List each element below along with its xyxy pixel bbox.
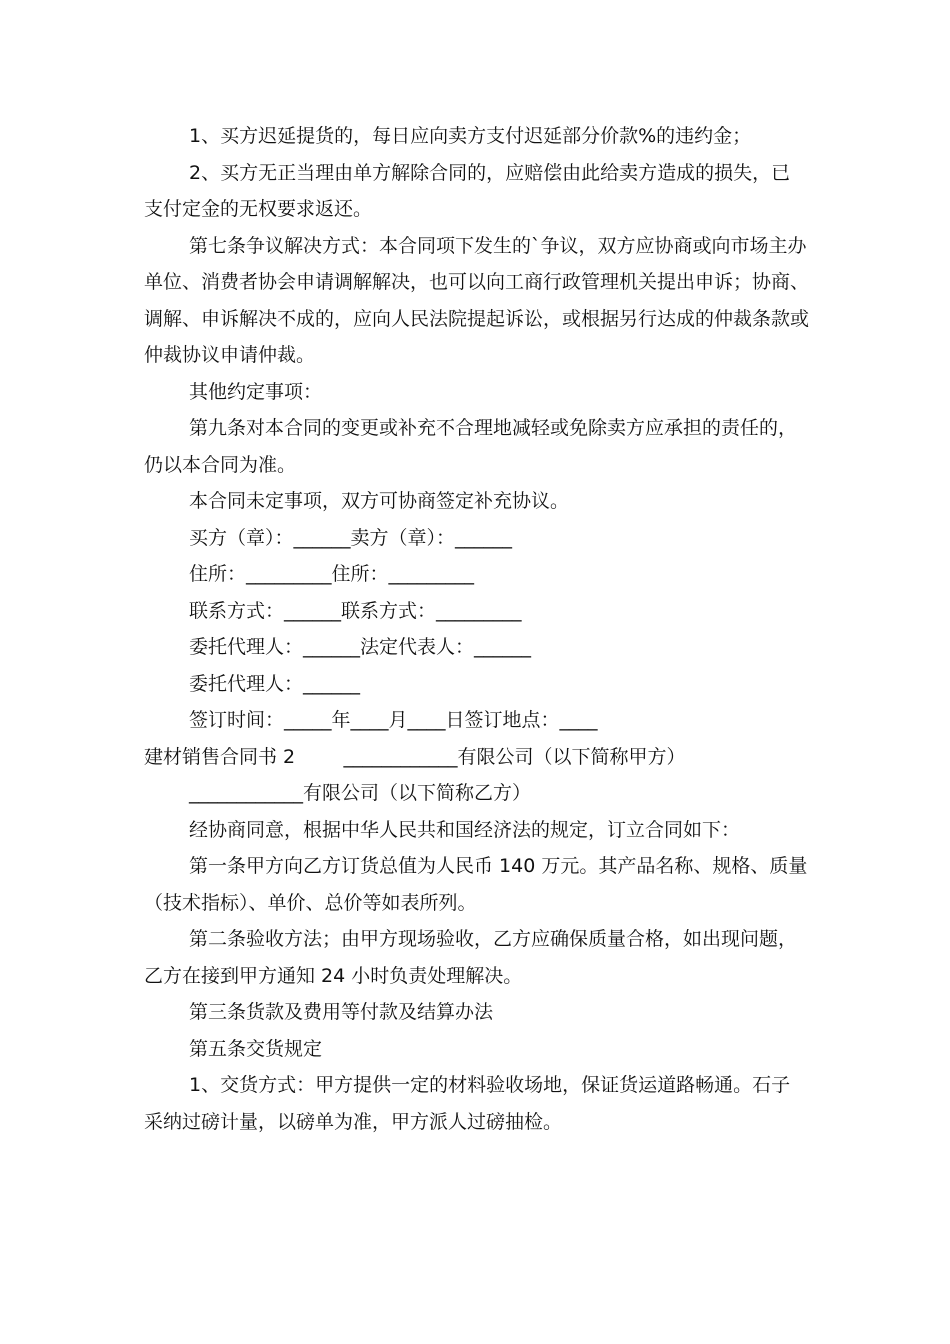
paragraph-unilateral-termination: 2、买方无正当理由单方解除合同的，应赔偿由此给卖方造成的损失，已支付定金的无权要求返还。 [144,161,791,220]
paragraph-article-7-dispute-resolution: 第七条争议解决方式：本合同项下发生的`争议，双方应协商或向市场主办单位、消费者协会申请调解解决，也可以向工商行政管理机关提出申诉；协商、调解、申诉解决不成的，应向人民法院提起诉讼，或根据另行达成的仲裁条款或仲裁协议申请仲裁。 [144,234,810,366]
signature-line-address: 住所：_________住所：_________ [189,563,475,585]
paragraph-preamble: 经协商同意，根据中华人民共和国经济法的规定，订立合同如下： [189,818,741,841]
signature-line-agent: 委托代理人：______ [189,672,361,695]
signature-line-date-place: 签订时间：_____年____月____日签订地点：____ [189,709,598,731]
signature-line-contact: 联系方式：______联系方式：_________ [189,599,522,622]
paragraph-article-5: 第五条交货规定 [189,1037,323,1060]
paragraph-article-3: 第三条货款及费用等付款及结算办法 [189,1001,494,1023]
paragraph-supplementary-agreement: 本合同未定事项，双方可协商签定补充协议。 [189,490,570,512]
paragraph-other-matters: 其他约定事项： [189,380,323,403]
paragraph-article-2: 第二条验收方法；由甲方现场验收，乙方应确保质量合格，如出现问题，乙方在接到甲方通知 24 小时负责处理解决。 [144,928,798,987]
document-body [144,118,809,1140]
signature-line-agent-representative: 委托代理人：______法定代表人：______ [189,636,532,658]
paragraph-article-9: 第九条对本合同的变更或补充不合理地减轻或免除卖方应承担的责任的，仍以本合同为准。 [144,417,798,476]
party-b-line: ____________有限公司（以下简称乙方） [189,782,532,804]
paragraph-article-1: 第一条甲方向乙方订货总值为人民币 140 万元。其产品名称、规格、质量（技术指标）、单价、总价等如表所列。 [144,855,808,914]
paragraph-delivery-method: 1、交货方式：甲方提供一定的材料验收场地，保证货运道路畅通。石子采纳过磅计量，以磅单为准，甲方派人过磅抽检。 [144,1074,791,1133]
signature-line-seals: 买方（章）：______卖方（章）：______ [189,526,513,549]
paragraph-late-pickup-penalty: 1、买方迟延提货的，每日应向卖方支付迟延部分价款%的违约金； [189,125,752,147]
contract-2-title-party-a: 建材销售合同书 2 ____________有限公司（以下简称甲方） [144,745,686,768]
